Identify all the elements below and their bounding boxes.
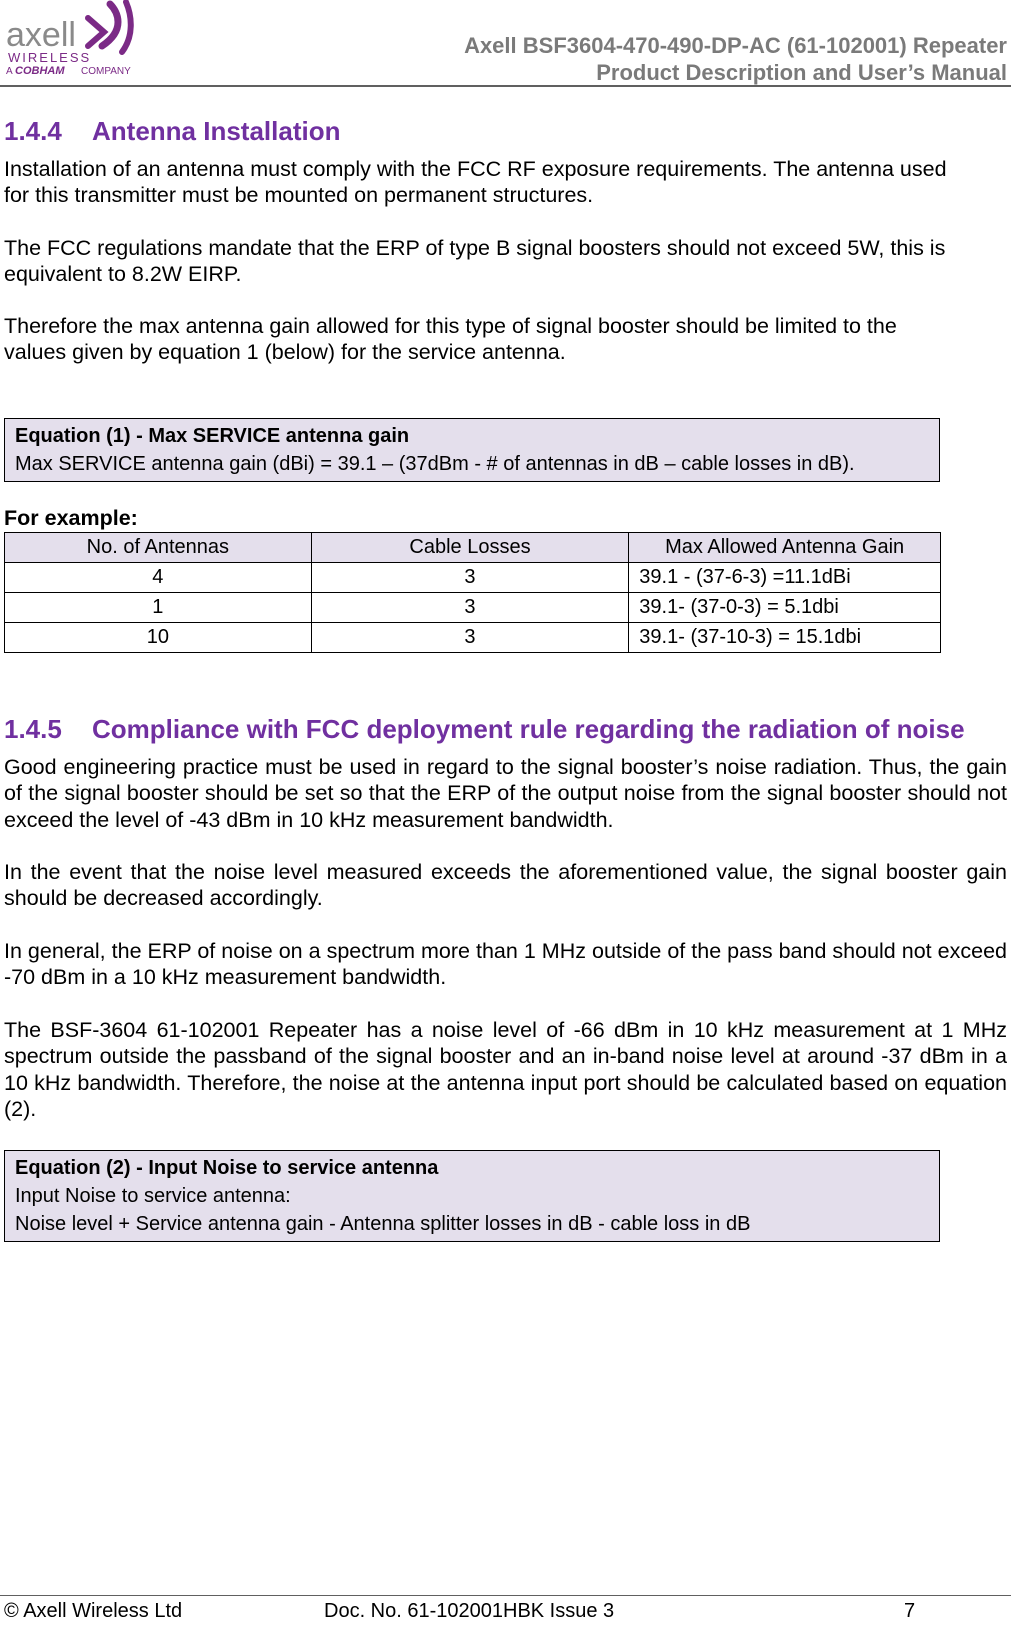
- table-header-row: [5, 533, 941, 563]
- equation-1-box: [4, 418, 940, 482]
- logo-wireless: WIRELESS: [8, 50, 92, 65]
- header-title-line1: Axell BSF3604-470-490-DP-AC (61-102001) Repeater: [464, 33, 1007, 58]
- header-divider: [0, 85, 1011, 87]
- paragraph: Good engineering practice must be used in regard to the signal booster’s noise radiation. Thus, the gain of the signal booster should be set so that the ERP of the output noise from the signal booster should not exceed the level of -43 dBm in 10 kHz measurement bandwidth.: [4, 755, 1007, 832]
- table-row: [5, 623, 941, 653]
- section-heading-antenna-installation: [4, 116, 340, 146]
- paragraph: Therefore the max antenna gain allowed for this type of signal booster should be limited to the values given by equation 1 (below) for the service antenna.: [4, 314, 897, 365]
- example-label: For example:: [4, 506, 138, 530]
- table-header-cell: Cable Losses: [311, 533, 629, 563]
- table-header-cell: Max Allowed Antenna Gain: [629, 533, 941, 563]
- logo-cobham: COBHAM: [15, 65, 65, 77]
- table-row: [5, 563, 941, 593]
- footer-copyright: © Axell Wireless Ltd: [4, 1600, 183, 1622]
- equation-line: Input Noise to service antenna:: [15, 1185, 291, 1207]
- paragraph: Installation of an antenna must comply with the FCC RF exposure requirements. The antenna used for this transmitter must be mounted on permanent structures.: [4, 157, 947, 208]
- footer-divider: [0, 1595, 1011, 1596]
- logo-chevron-icon: [88, 18, 104, 46]
- paragraph: The BSF-3604 61-102001 Repeater has a noise level of -66 dBm in 10 kHz measurement at 1 MHz spectrum outside the passband of the signal booster and an in-band noise level at around -37 dBm in a 10 kHz bandwidth. Therefore, the noise at the antenna input port should be calculated based on equation (2).: [4, 1018, 1007, 1122]
- section-title: Antenna Installation: [92, 116, 341, 146]
- table-cell: 3: [311, 563, 629, 593]
- paragraph: The FCC regulations mandate that the ERP of type B signal boosters should not exceed 5W, this is equivalent to 8.2W EIRP.: [4, 236, 946, 287]
- equation-title: Equation (1) - Max SERVICE antenna gain: [15, 425, 410, 447]
- table-cell: 39.1- (37-10-3) = 15.1dbi: [629, 623, 941, 653]
- logo-wordmark: axell: [6, 16, 76, 54]
- table-cell: 3: [311, 593, 629, 623]
- table-cell: 39.1- (37-0-3) = 5.1dbi: [629, 593, 941, 623]
- table-cell: 3: [311, 623, 629, 653]
- axell-wireless-logo: [6, 0, 138, 80]
- antenna-gain-example-table: [4, 532, 941, 653]
- table-row: [5, 593, 941, 623]
- logo-prefix: A: [6, 66, 13, 77]
- logo-swoosh-icon: [102, 4, 118, 46]
- footer-doc-number: Doc. No. 61-102001HBK Issue 3: [324, 1600, 615, 1622]
- document-header-title: [464, 32, 1007, 86]
- paragraph: In the event that the noise level measured exceeds the aforementioned value, the signal booster gain should be decreased accordingly.: [4, 860, 1007, 911]
- section-number: 1.4.5: [4, 714, 62, 744]
- section-title: Compliance with FCC deployment rule regarding the radiation of noise: [92, 714, 965, 744]
- equation-2-box: [4, 1150, 940, 1242]
- table-cell: 4: [5, 563, 312, 593]
- paragraph: In general, the ERP of noise on a spectrum more than 1 MHz outside of the pass band should not exceed -70 dBm in a 10 kHz measurement bandwidth.: [4, 939, 1007, 990]
- equation-title: Equation (2) - Input Noise to service antenna: [15, 1157, 439, 1179]
- header-title-line2: Product Description and User’s Manual: [596, 60, 1007, 85]
- section-number: 1.4.4: [4, 116, 62, 146]
- section-heading-noise-compliance: [4, 714, 965, 744]
- table-cell: 39.1 - (37-6-3) =11.1dBi: [629, 563, 941, 593]
- table-cell: 10: [5, 623, 312, 653]
- table-cell: 1: [5, 593, 312, 623]
- logo-swoosh-icon-2: [122, 2, 131, 52]
- logo-company: COMPANY: [81, 66, 131, 77]
- footer-page-number: 7: [904, 1600, 916, 1622]
- table-header-cell: No. of Antennas: [5, 533, 312, 563]
- equation-line: Noise level + Service antenna gain - Antenna splitter losses in dB - cable loss in dB: [15, 1213, 751, 1235]
- equation-line: Max SERVICE antenna gain (dBi) = 39.1 – (37dBm - # of antennas in dB – cable losses in dB).: [15, 453, 855, 475]
